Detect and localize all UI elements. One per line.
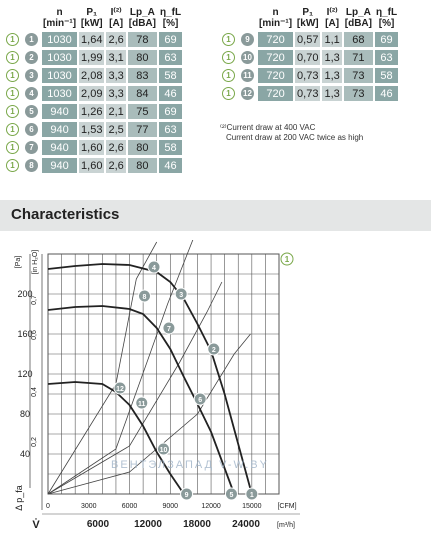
curve-number-badge: 7 xyxy=(25,141,38,154)
badge-cell xyxy=(23,158,40,173)
fan-characteristic-chart xyxy=(0,240,431,533)
badge-cell xyxy=(239,32,256,47)
operating-point-label: 6 xyxy=(198,397,203,404)
cell-power: 1,60 xyxy=(81,141,103,154)
x-tick-label-cfm: 3000 xyxy=(80,503,97,510)
operating-point-label: 12 xyxy=(116,386,124,393)
operating-point-label: 10 xyxy=(159,447,168,454)
marker-cell xyxy=(4,158,21,173)
section-band xyxy=(0,200,431,231)
y2-tick-label: 0,7 xyxy=(31,295,38,305)
cell-sound-level: 80 xyxy=(128,50,157,65)
header-n: n [min⁻¹] xyxy=(43,7,77,29)
cell-speed: 720 xyxy=(258,32,293,47)
curve-number-badge: 11 xyxy=(241,69,254,82)
cell-efficiency: 69 xyxy=(159,104,182,119)
cell-current: 2,5 xyxy=(108,123,124,136)
operating-point-label: 1 xyxy=(249,492,254,499)
cell-efficiency: 58 xyxy=(159,68,182,83)
y-tick-label: 160 xyxy=(17,329,33,339)
y-tick-label: 200 xyxy=(17,289,33,299)
x-axis-unit-m3h: [m³/h] xyxy=(277,522,295,529)
cell-current: 3,3 xyxy=(108,87,124,100)
curve-number-badge: 6 xyxy=(25,123,38,136)
performance-table-right xyxy=(218,4,400,104)
table-header-row xyxy=(4,7,182,29)
marker-cell xyxy=(4,122,21,137)
header-lpa: Lp_A [dBA] xyxy=(128,7,156,29)
table-row xyxy=(220,32,398,47)
x-tick-label-cfm: 9000 xyxy=(162,503,179,510)
cell-power: 0,57 xyxy=(297,33,319,46)
operating-point-label: 2 xyxy=(211,347,216,354)
x-tick-label-m3h: 6000 xyxy=(86,519,110,530)
cell-power: 0,70 xyxy=(297,51,319,64)
badge-cell xyxy=(23,86,40,101)
badge-cell xyxy=(23,68,40,83)
cell-power: 0,73 xyxy=(297,87,319,100)
cell-speed: 1030 xyxy=(42,86,77,101)
accent-circle-icon: 1 xyxy=(6,69,19,82)
table-row xyxy=(4,158,182,173)
x-axis-symbol: V̇ xyxy=(32,519,40,531)
cell-speed: 940 xyxy=(42,140,77,155)
cell-efficiency: 63 xyxy=(375,50,398,65)
cell-efficiency: 69 xyxy=(159,32,182,47)
curve-number-badge: 12 xyxy=(241,87,254,100)
cell-efficiency: 69 xyxy=(375,32,398,47)
cell-current: 1,3 xyxy=(324,87,340,100)
curve-number-badge: 5 xyxy=(25,105,38,118)
table-row xyxy=(4,68,182,83)
cell-speed: 940 xyxy=(42,158,77,173)
note-line-1: ⁽²⁾Current draw at 400 VAC xyxy=(220,123,316,132)
y2-tick-label: 0,2 xyxy=(31,437,38,447)
accent-circle-icon: 1 xyxy=(6,33,19,46)
marker-cell xyxy=(4,68,21,83)
y-tick-label: 40 xyxy=(19,449,31,459)
cell-current: 1,3 xyxy=(324,51,340,64)
x-tick-label-m3h: 18000 xyxy=(183,519,211,530)
marker-cell xyxy=(220,68,237,83)
cell-efficiency: 58 xyxy=(159,140,182,155)
cell-power: 1,53 xyxy=(81,123,103,136)
cell-efficiency: 63 xyxy=(159,122,182,137)
table-row xyxy=(4,86,182,101)
badge-cell xyxy=(23,32,40,47)
cell-current: 2,1 xyxy=(108,105,124,118)
header-current: I⁽²⁾ [A] xyxy=(325,7,340,29)
table-row xyxy=(220,50,398,65)
header-eta: η_fL [%] xyxy=(159,7,182,29)
header-p1: P₁ [kW] xyxy=(80,7,103,29)
cell-sound-level: 77 xyxy=(128,122,157,137)
cell-sound-level: 78 xyxy=(128,32,157,47)
badge-cell xyxy=(23,50,40,65)
y2-tick-label: 0,4 xyxy=(31,387,38,397)
cell-efficiency: 46 xyxy=(159,86,182,101)
cell-current: 2,6 xyxy=(108,159,124,172)
table-row xyxy=(4,32,182,47)
x-axis-unit-cfm: [CFM] xyxy=(277,503,297,510)
y-tick-label: 120 xyxy=(17,369,33,379)
marker-cell xyxy=(220,32,237,47)
badge-cell xyxy=(23,140,40,155)
cell-sound-level: 73 xyxy=(344,68,373,83)
marker-cell xyxy=(4,104,21,119)
y-axis-unit: [Pa] xyxy=(15,255,22,269)
badge-cell xyxy=(239,86,256,101)
x-tick-label-cfm: 12000 xyxy=(201,503,221,510)
header-n: n [min⁻¹] xyxy=(259,7,293,29)
curve-number-badge: 8 xyxy=(25,159,38,172)
cell-speed: 720 xyxy=(258,86,293,101)
cell-current: 3,3 xyxy=(108,69,124,82)
table-row xyxy=(4,50,182,65)
cell-speed: 1030 xyxy=(42,32,77,47)
header-p1: P₁ [kW] xyxy=(296,7,319,29)
cell-sound-level: 84 xyxy=(128,86,157,101)
curve-number-badge: 3 xyxy=(25,69,38,82)
cell-current: 1,1 xyxy=(324,33,340,46)
cell-efficiency: 63 xyxy=(159,50,182,65)
chart-marker-label: 1 xyxy=(284,255,290,264)
cell-current: 3,1 xyxy=(108,51,124,64)
curve-number-badge: 9 xyxy=(241,33,254,46)
curve-number-badge: 1 xyxy=(25,33,38,46)
operating-point-label: 5 xyxy=(229,492,234,499)
cell-power: 1,60 xyxy=(81,159,103,172)
cell-speed: 720 xyxy=(258,50,293,65)
cell-power: 1,64 xyxy=(81,33,103,46)
accent-circle-icon: 1 xyxy=(6,51,19,64)
marker-cell xyxy=(220,86,237,101)
operating-point-label: 3 xyxy=(179,292,184,299)
operating-point-label: 4 xyxy=(152,265,156,272)
operating-point-label: 7 xyxy=(166,326,171,333)
marker-cell xyxy=(4,140,21,155)
cell-power: 1,26 xyxy=(81,105,103,118)
operating-point-label: 11 xyxy=(138,401,146,408)
cell-sound-level: 68 xyxy=(344,32,373,47)
header-current: I⁽²⁾ [A] xyxy=(109,7,124,29)
cell-sound-level: 71 xyxy=(344,50,373,65)
table-row xyxy=(220,86,398,101)
marker-cell xyxy=(4,32,21,47)
accent-circle-icon: 1 xyxy=(6,141,19,154)
badge-cell xyxy=(23,122,40,137)
accent-circle-icon: 1 xyxy=(222,87,235,100)
cell-speed: 720 xyxy=(258,68,293,83)
x-tick-label-cfm: 15000 xyxy=(242,503,262,510)
cell-sound-level: 75 xyxy=(128,104,157,119)
y-tick-label: 80 xyxy=(19,409,31,419)
curve-number-badge: 10 xyxy=(241,51,254,64)
cell-speed: 1030 xyxy=(42,68,77,83)
cell-efficiency: 46 xyxy=(375,86,398,101)
cell-power: 0,73 xyxy=(297,69,319,82)
y2-axis-unit: [in H₂O] xyxy=(32,249,39,275)
cell-sound-level: 80 xyxy=(128,158,157,173)
table-row xyxy=(4,122,182,137)
curve-number-badge: 2 xyxy=(25,51,38,64)
badge-cell xyxy=(239,68,256,83)
table-row xyxy=(4,104,182,119)
badge-cell xyxy=(239,50,256,65)
table-row xyxy=(220,68,398,83)
cell-speed: 940 xyxy=(42,122,77,137)
accent-circle-icon: 1 xyxy=(6,159,19,172)
cell-power: 1,99 xyxy=(81,51,103,64)
y-axis-symbol: Δ p_fa xyxy=(14,485,24,511)
marker-cell xyxy=(220,50,237,65)
cell-efficiency: 58 xyxy=(375,68,398,83)
x-tick-label-cfm: 0 xyxy=(46,503,50,510)
performance-table-left xyxy=(2,4,184,176)
header-eta: η_fL [%] xyxy=(375,7,398,29)
cell-current: 1,3 xyxy=(324,69,340,82)
badge-cell xyxy=(23,104,40,119)
cell-sound-level: 83 xyxy=(128,68,157,83)
accent-circle-icon: 1 xyxy=(222,69,235,82)
cell-power: 2,09 xyxy=(81,87,103,100)
y2-tick-label: 0,6 xyxy=(31,330,38,340)
table-row xyxy=(4,140,182,155)
cell-sound-level: 80 xyxy=(128,140,157,155)
operating-point-label: 9 xyxy=(184,492,189,499)
current-notes xyxy=(220,123,363,143)
accent-circle-icon: 1 xyxy=(222,51,235,64)
table-header-row xyxy=(220,7,398,29)
x-tick-label-m3h: 24000 xyxy=(232,519,260,530)
accent-circle-icon: 1 xyxy=(6,87,19,100)
x-tick-label-cfm: 6000 xyxy=(121,503,138,510)
x-tick-label-m3h: 12000 xyxy=(134,519,162,530)
section-title: Characteristics xyxy=(11,206,120,223)
marker-cell xyxy=(4,50,21,65)
curve-number-badge: 4 xyxy=(25,87,38,100)
system-resistance-line xyxy=(48,240,198,494)
accent-circle-icon: 1 xyxy=(222,33,235,46)
cell-current: 2,6 xyxy=(108,33,124,46)
operating-point-label: 8 xyxy=(142,294,147,301)
watermark-text: ВЕНТЭЛЗАПАД V-W.BY xyxy=(111,459,269,471)
header-lpa: Lp_A [dBA] xyxy=(344,7,372,29)
cell-efficiency: 46 xyxy=(159,158,182,173)
accent-circle-icon: 1 xyxy=(6,123,19,136)
cell-power: 2,08 xyxy=(81,69,103,82)
cell-sound-level: 73 xyxy=(344,86,373,101)
note-line-2: Current draw at 200 VAC twice as high xyxy=(226,133,364,142)
cell-current: 2,6 xyxy=(108,141,124,154)
cell-speed: 940 xyxy=(42,104,77,119)
marker-cell xyxy=(4,86,21,101)
cell-speed: 1030 xyxy=(42,50,77,65)
accent-circle-icon: 1 xyxy=(6,105,19,118)
